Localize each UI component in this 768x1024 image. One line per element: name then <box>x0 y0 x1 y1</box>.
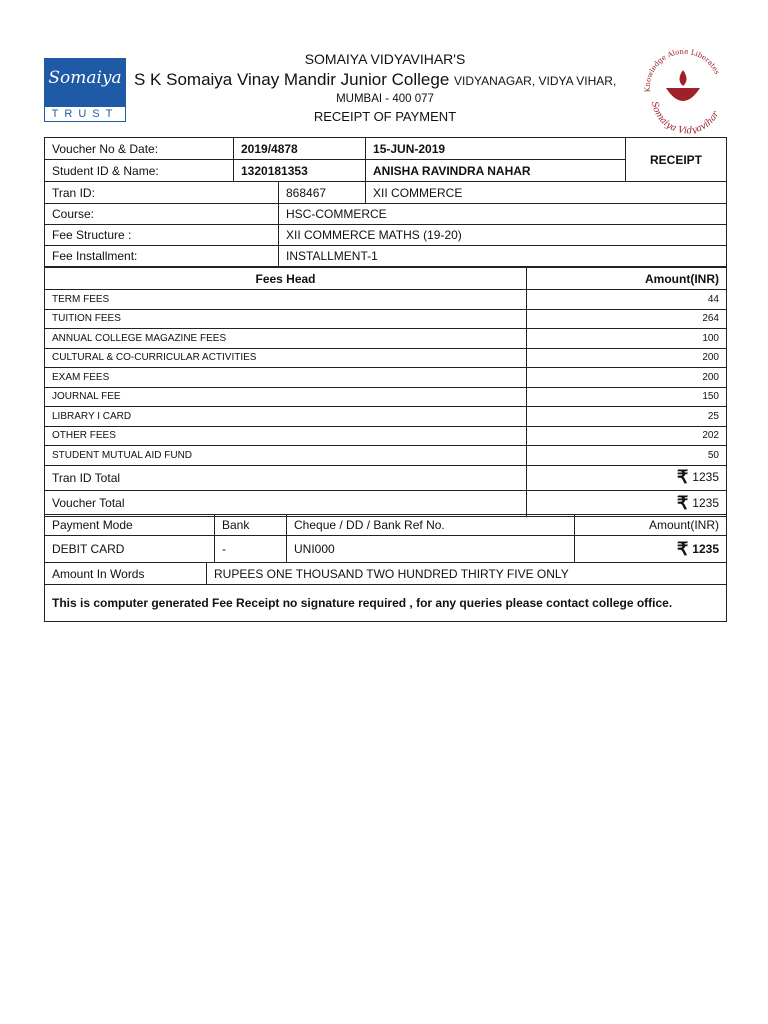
tran-total-label: Tran ID Total <box>45 465 527 490</box>
fee-item-amount: 200 <box>527 348 727 368</box>
course-value: HSC-COMMERCE <box>279 204 727 225</box>
class-name: XII COMMERCE <box>366 182 727 204</box>
payment-mode: DEBIT CARD <box>45 536 215 563</box>
fees-amount-label: Amount(INR) <box>527 268 727 290</box>
footer-note: This is computer generated Fee Receipt no signature required , for any queries please contact college office. <box>45 585 727 622</box>
fee-item-name: EXAM FEES <box>45 368 527 388</box>
fee-item-row <box>45 368 727 388</box>
somaiya-trust-logo <box>44 58 126 122</box>
ref-label: Cheque / DD / Bank Ref No. <box>287 515 575 536</box>
amount-words-row <box>45 563 727 585</box>
student-name: ANISHA RAVINDRA NAHAR <box>366 160 626 182</box>
fee-item-row <box>45 329 727 349</box>
student-label: Student ID & Name: <box>45 160 234 182</box>
trust-logo-sub: TRUST <box>44 106 126 122</box>
fee-item-name: JOURNAL FEE <box>45 387 527 407</box>
fee-item-amount: 25 <box>527 407 727 427</box>
voucher-total-row <box>45 490 727 516</box>
fee-item-row <box>45 446 727 466</box>
fee-item-row <box>45 290 727 310</box>
rupee-icon: ₹ <box>676 492 689 513</box>
seal-sub: Somaiya Vidyavihar <box>648 100 722 134</box>
installment-row <box>45 246 727 267</box>
installment-label: Fee Installment: <box>45 246 279 267</box>
course-row <box>45 204 727 225</box>
fee-item-name: LIBRARY I CARD <box>45 407 527 427</box>
payment-row <box>45 536 727 563</box>
voucher-label: Voucher No & Date: <box>45 138 234 160</box>
seal-icon <box>638 44 728 134</box>
fee-item-row <box>45 426 727 446</box>
fee-item-row <box>45 309 727 329</box>
fee-item-amount: 264 <box>527 309 727 329</box>
voucher-date: 15-JUN-2019 <box>366 138 626 160</box>
fee-item-row <box>45 387 727 407</box>
fee-structure-value: XII COMMERCE MATHS (19-20) <box>279 225 727 246</box>
student-row <box>45 160 727 182</box>
fee-item-name: TERM FEES <box>45 290 527 310</box>
fee-item-name: CULTURAL & CO-CURRICULAR ACTIVITIES <box>45 348 527 368</box>
voucher-no: 2019/4878 <box>234 138 366 160</box>
bank-label: Bank <box>215 515 287 536</box>
fee-item-amount: 44 <box>527 290 727 310</box>
voucher-row <box>45 138 727 160</box>
payment-amount: 1235 <box>692 541 719 556</box>
fee-item-name: TUITION FEES <box>45 309 527 329</box>
address-line-2: MUMBAI - 400 077 <box>336 93 434 105</box>
rupee-icon: ₹ <box>676 467 689 487</box>
tran-total-row <box>45 465 727 490</box>
tran-total-value: 1235 <box>692 470 719 484</box>
footer-row <box>45 585 727 622</box>
ref-value: UNI000 <box>287 536 575 563</box>
fee-structure-label: Fee Structure : <box>45 225 279 246</box>
address-line-1: VIDYANAGAR, VIDYA VIHAR, <box>454 74 617 88</box>
course-label: Course: <box>45 204 279 225</box>
tran-row <box>45 182 727 204</box>
svg-text:Somaiya Vidyavihar <box>649 101 722 134</box>
fee-item-amount: 50 <box>527 446 727 466</box>
tran-id: 868467 <box>279 182 366 204</box>
fee-item-name: ANNUAL COLLEGE MAGAZINE FEES <box>45 329 527 349</box>
payment-header-row <box>45 515 727 536</box>
fees-table <box>44 267 727 517</box>
voucher-total-value: 1235 <box>692 495 719 510</box>
amount-words: RUPEES ONE THOUSAND TWO HUNDRED THIRTY FIVE ONLY <box>207 563 727 585</box>
fee-item-amount: 200 <box>527 368 727 388</box>
receipt-label: RECEIPT <box>626 138 727 182</box>
fee-item-amount: 202 <box>527 426 727 446</box>
fee-structure-row <box>45 225 727 246</box>
fee-item-row <box>45 407 727 427</box>
installment-value: INSTALLMENT-1 <box>279 246 727 267</box>
rupee-icon: ₹ <box>676 538 689 559</box>
student-info-table <box>44 137 727 267</box>
student-id: 1320181353 <box>234 160 366 182</box>
svg-text:Knowledge Alone Liberates <box>644 48 722 93</box>
college-name: S K Somaiya Vinay Mandir Junior College <box>134 70 450 89</box>
fee-item-name: STUDENT MUTUAL AID FUND <box>45 446 527 466</box>
amount-words-label: Amount In Words <box>45 563 207 585</box>
tran-label: Tran ID: <box>45 182 279 204</box>
payment-table <box>44 514 727 622</box>
voucher-total-label: Voucher Total <box>45 490 527 516</box>
payment-amount-label: Amount(INR) <box>575 515 727 536</box>
seal-text: Knowledge Alone Liberates <box>643 47 722 93</box>
org-name: SOMAIYA VIDYAVIHAR'S <box>304 51 466 67</box>
fees-header-row <box>45 268 727 290</box>
trust-logo-text: Somaiya <box>48 68 122 88</box>
fee-item-amount: 150 <box>527 387 727 407</box>
fee-item-row <box>45 348 727 368</box>
fee-item-name: OTHER FEES <box>45 426 527 446</box>
document-title: RECEIPT OF PAYMENT <box>313 109 457 124</box>
bank-value: - <box>215 536 287 563</box>
fees-head-label: Fees Head <box>45 268 527 290</box>
somaiya-vidyavihar-seal <box>638 44 728 134</box>
fee-item-amount: 100 <box>527 329 727 349</box>
payment-mode-label: Payment Mode <box>45 515 215 536</box>
college-name-line <box>134 70 616 90</box>
